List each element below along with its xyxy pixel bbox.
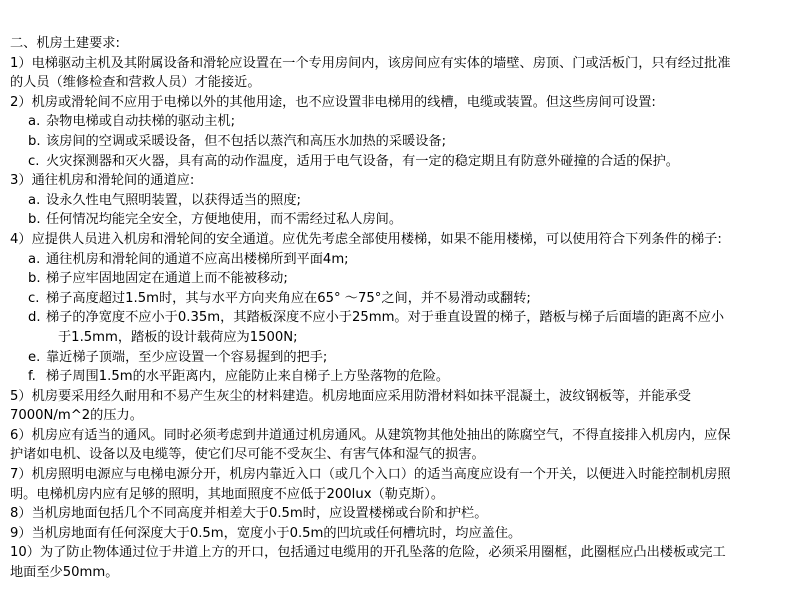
paragraph-8: 8）当机房地面包括几个不同高度并相差大于0.5m时，应设置楼梯或台阶和护栏。: [10, 506, 488, 522]
paragraph-7-line-1: 7）机房照明电源应与电梯电源分开，机房内靠近入口（或几个入口）的适当高度应设有一个开关，以便进入时能控制机房照: [10, 467, 731, 483]
list-item-text: 靠近梯子顶端，至少应设置一个容易握到的把手;: [46, 349, 328, 365]
list-item-continuation: 于1.5mm，踏板的设计载荷应为1500N;: [58, 329, 298, 345]
list-item-text: 该房间的空调或采暖设备，但不包括以蒸汽和高压水加热的采暖设备;: [46, 133, 447, 149]
paragraph-6-line-2: 护诸如电机、设备以及电缆等，使它们尽可能不受灰尘、有害气体和湿气的损害。: [10, 447, 485, 463]
paragraph-1-line-2: 的人员（维修检查和营救人员）才能接近。: [10, 75, 261, 91]
list-item: [10, 269, 790, 289]
paragraph-10-line-2: 地面至少50mm。: [10, 565, 119, 581]
list-marker: b.: [28, 133, 41, 149]
list-item: [10, 112, 790, 132]
paragraph-10-line-1: 10）为了防止物体通过位于井道上方的开口，包括通过电缆用的开孔坠落的危险，必须采用圈框，此圈框应凸出楼板或完工: [10, 545, 726, 561]
list-item: [10, 191, 790, 211]
list-item-text: 梯子应牢固地固定在通道上而不能被移动;: [46, 271, 288, 287]
list-item-text: 梯子周围1.5m的水平距离内，应能防止来自梯子上方坠落物的危险。: [46, 369, 450, 385]
paragraph-5-line-1: 5）机房要采用经久耐用和不易产生灰尘的材料建造。机房地面应采用防滑材料如抹平混凝土，波纹钢板等，并能承受: [10, 388, 691, 404]
list-item-text: 任何情况均能完全安全，方便地使用，而不需经过私人房间。: [46, 212, 403, 228]
list-marker: b.: [28, 212, 41, 228]
paragraph-4: 4）应提供人员进入机房和滑轮间的安全通道。应优先考虑全部使用楼梯，如果不能用楼梯，可以使用符合下列条件的梯子:: [10, 231, 722, 247]
section-title: 二、机房土建要求:: [10, 36, 120, 51]
paragraph-5-line-2: 7000N/m^2的压力。: [10, 408, 143, 424]
list-marker: f.: [28, 369, 36, 385]
list-marker: b.: [28, 271, 41, 287]
list-item-text: 梯子高度超过1.5m时，其与水平方向夹角应在65° ～75°之间，并不易滑动或翻转;: [46, 290, 531, 306]
list-item: [10, 152, 790, 172]
list-item: [10, 367, 790, 387]
list-item: [10, 210, 790, 230]
list-item: [10, 348, 790, 368]
list-item-text: 梯子的净宽度不应小于0.35m，其踏板深度不应小于25mm。对于垂直设置的梯子，踏板与梯子后面墙的距离不应小: [46, 310, 725, 326]
list-item-text: 杂物电梯或自动扶梯的驱动主机;: [46, 114, 236, 130]
list-item-text: 火灾探测器和灭火器，具有高的动作温度，适用于电气设备，有一定的稳定期且有防意外碰撞的合适的保护。: [46, 153, 679, 169]
list-marker: d.: [28, 310, 41, 326]
paragraph-6-line-1: 6）机房应有适当的通风。同时必须考虑到井道通过机房通风。从建筑物其他处抽出的陈腐空气，不得直接排入机房内，应保: [10, 427, 731, 443]
list-item: [10, 250, 790, 270]
paragraph-2: 2）机房或滑轮间不应用于电梯以外的其他用途，也不应设置非电梯用的线槽，电缆或装置。但这些房间可设置:: [10, 94, 656, 110]
list-marker: a.: [28, 192, 41, 208]
list-marker: c.: [28, 290, 40, 306]
list-item: [10, 289, 790, 309]
list-marker: c.: [28, 153, 40, 169]
list-marker: a.: [28, 114, 41, 130]
list-item-text: 通往机房和滑轮间的通道不应高出楼梯所到平面4m;: [46, 251, 349, 267]
list-marker: a.: [28, 251, 41, 267]
list-marker: e.: [28, 349, 41, 365]
paragraph-3: 3）通往机房和滑轮间的通道应:: [10, 173, 195, 189]
list-item: [10, 308, 790, 328]
list-item: [10, 132, 790, 152]
paragraph-1-line-1: 1）电梯驱动主机及其附属设备和滑轮应设置在一个专用房间内，该房间应有实体的墙壁、房顶、门或活板门，只有经过批准: [10, 55, 731, 71]
list-item-text: 设永久性电气照明装置，以获得适当的照度;: [46, 192, 302, 208]
paragraph-7-line-2: 明。电梯机房内应有足够的照明，其地面照度不应低于200lux（勒克斯）。: [10, 486, 445, 502]
paragraph-9: 9）当机房地面有任何深度大于0.5m，宽度小于0.5m的凹坑或任何槽坑时，均应盖住。: [10, 525, 522, 541]
